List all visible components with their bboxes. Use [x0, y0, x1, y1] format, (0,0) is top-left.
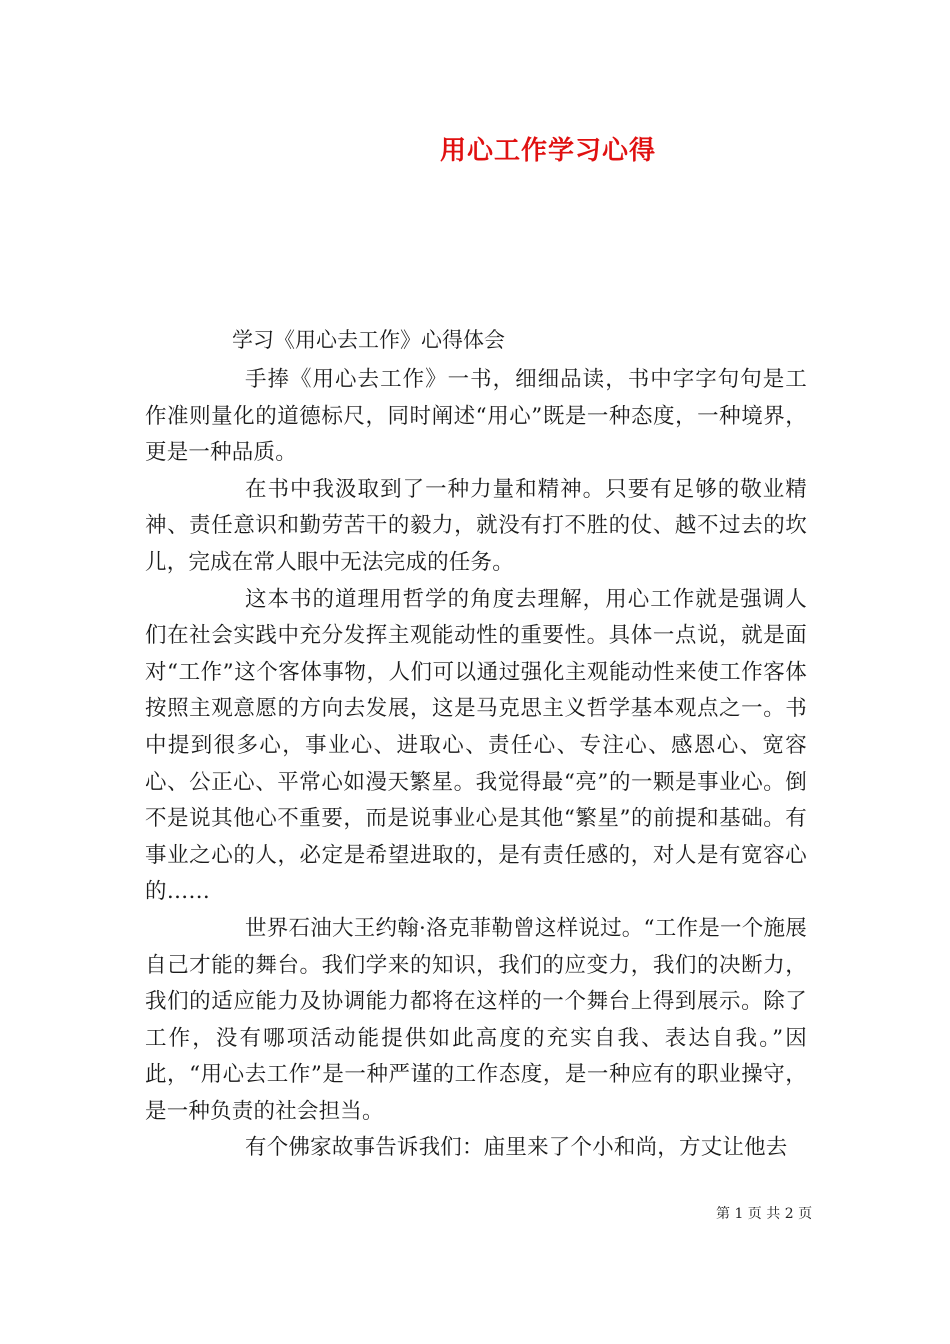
paragraph: 世界石油大王约翰·洛克菲勒曾这样说过。“工作是一个施展自己才能的舞台。我们学来的知识，我们的应变力，我们的决断力，我们的适应能力及协调能力都将在这样的一个舞台上得到展示。除了工作，没有哪项活动能提供如此高度的充实自我、表达自我。”因此，“用心去工作”是一种严谨的工作态度，是一种应有的职业操守，是一种负责的社会担当。: [145, 915, 807, 1124]
paragraph: 在书中我汲取到了一种力量和精神。只要有足够的敬业精神、责任意识和勤劳苦干的毅力，就没有打不胜的仗、越不过去的坎儿，完成在常人眼中无法完成的任务。: [145, 476, 807, 575]
paragraph: 这本书的道理用哲学的角度去理解，用心工作就是强调人们在社会实践中充分发挥主观能动性的重要性。具体一点说，就是面对“工作”这个客体事物，人们可以通过强化主观能动性来使工作客体按照主观意愿的方向去发展，这是马克思主义哲学基本观点之一。书中提到很多心，事业心、进取心、责任心、专注心、感恩心、宽容心、公正心、平常心如漫天繁星。我觉得最“亮”的一颗是事业心。倒不是说其他心不重要，而是说事业心是其他“繁星”的前提和基础。有事业之心的人，必定是希望进取的，是有责任感的，对人是有宽容心的……: [145, 586, 807, 905]
document-body: [145, 362, 807, 1167]
document-title: 用心工作学习心得: [440, 136, 657, 166]
document-subtitle: 学习《用心去工作》心得体会: [232, 328, 505, 352]
paragraph: 有个佛家故事告诉我们：庙里来了个小和尚，方丈让他去: [245, 1135, 788, 1161]
paragraph: 手捧《用心去工作》一书，细细品读，书中字字句句是工作准则量化的道德标尺，同时阐述“用心”既是一种态度，一种境界，更是一种品质。: [145, 367, 807, 466]
page-footer: 第 1 页 共 2 页: [716, 1206, 813, 1222]
